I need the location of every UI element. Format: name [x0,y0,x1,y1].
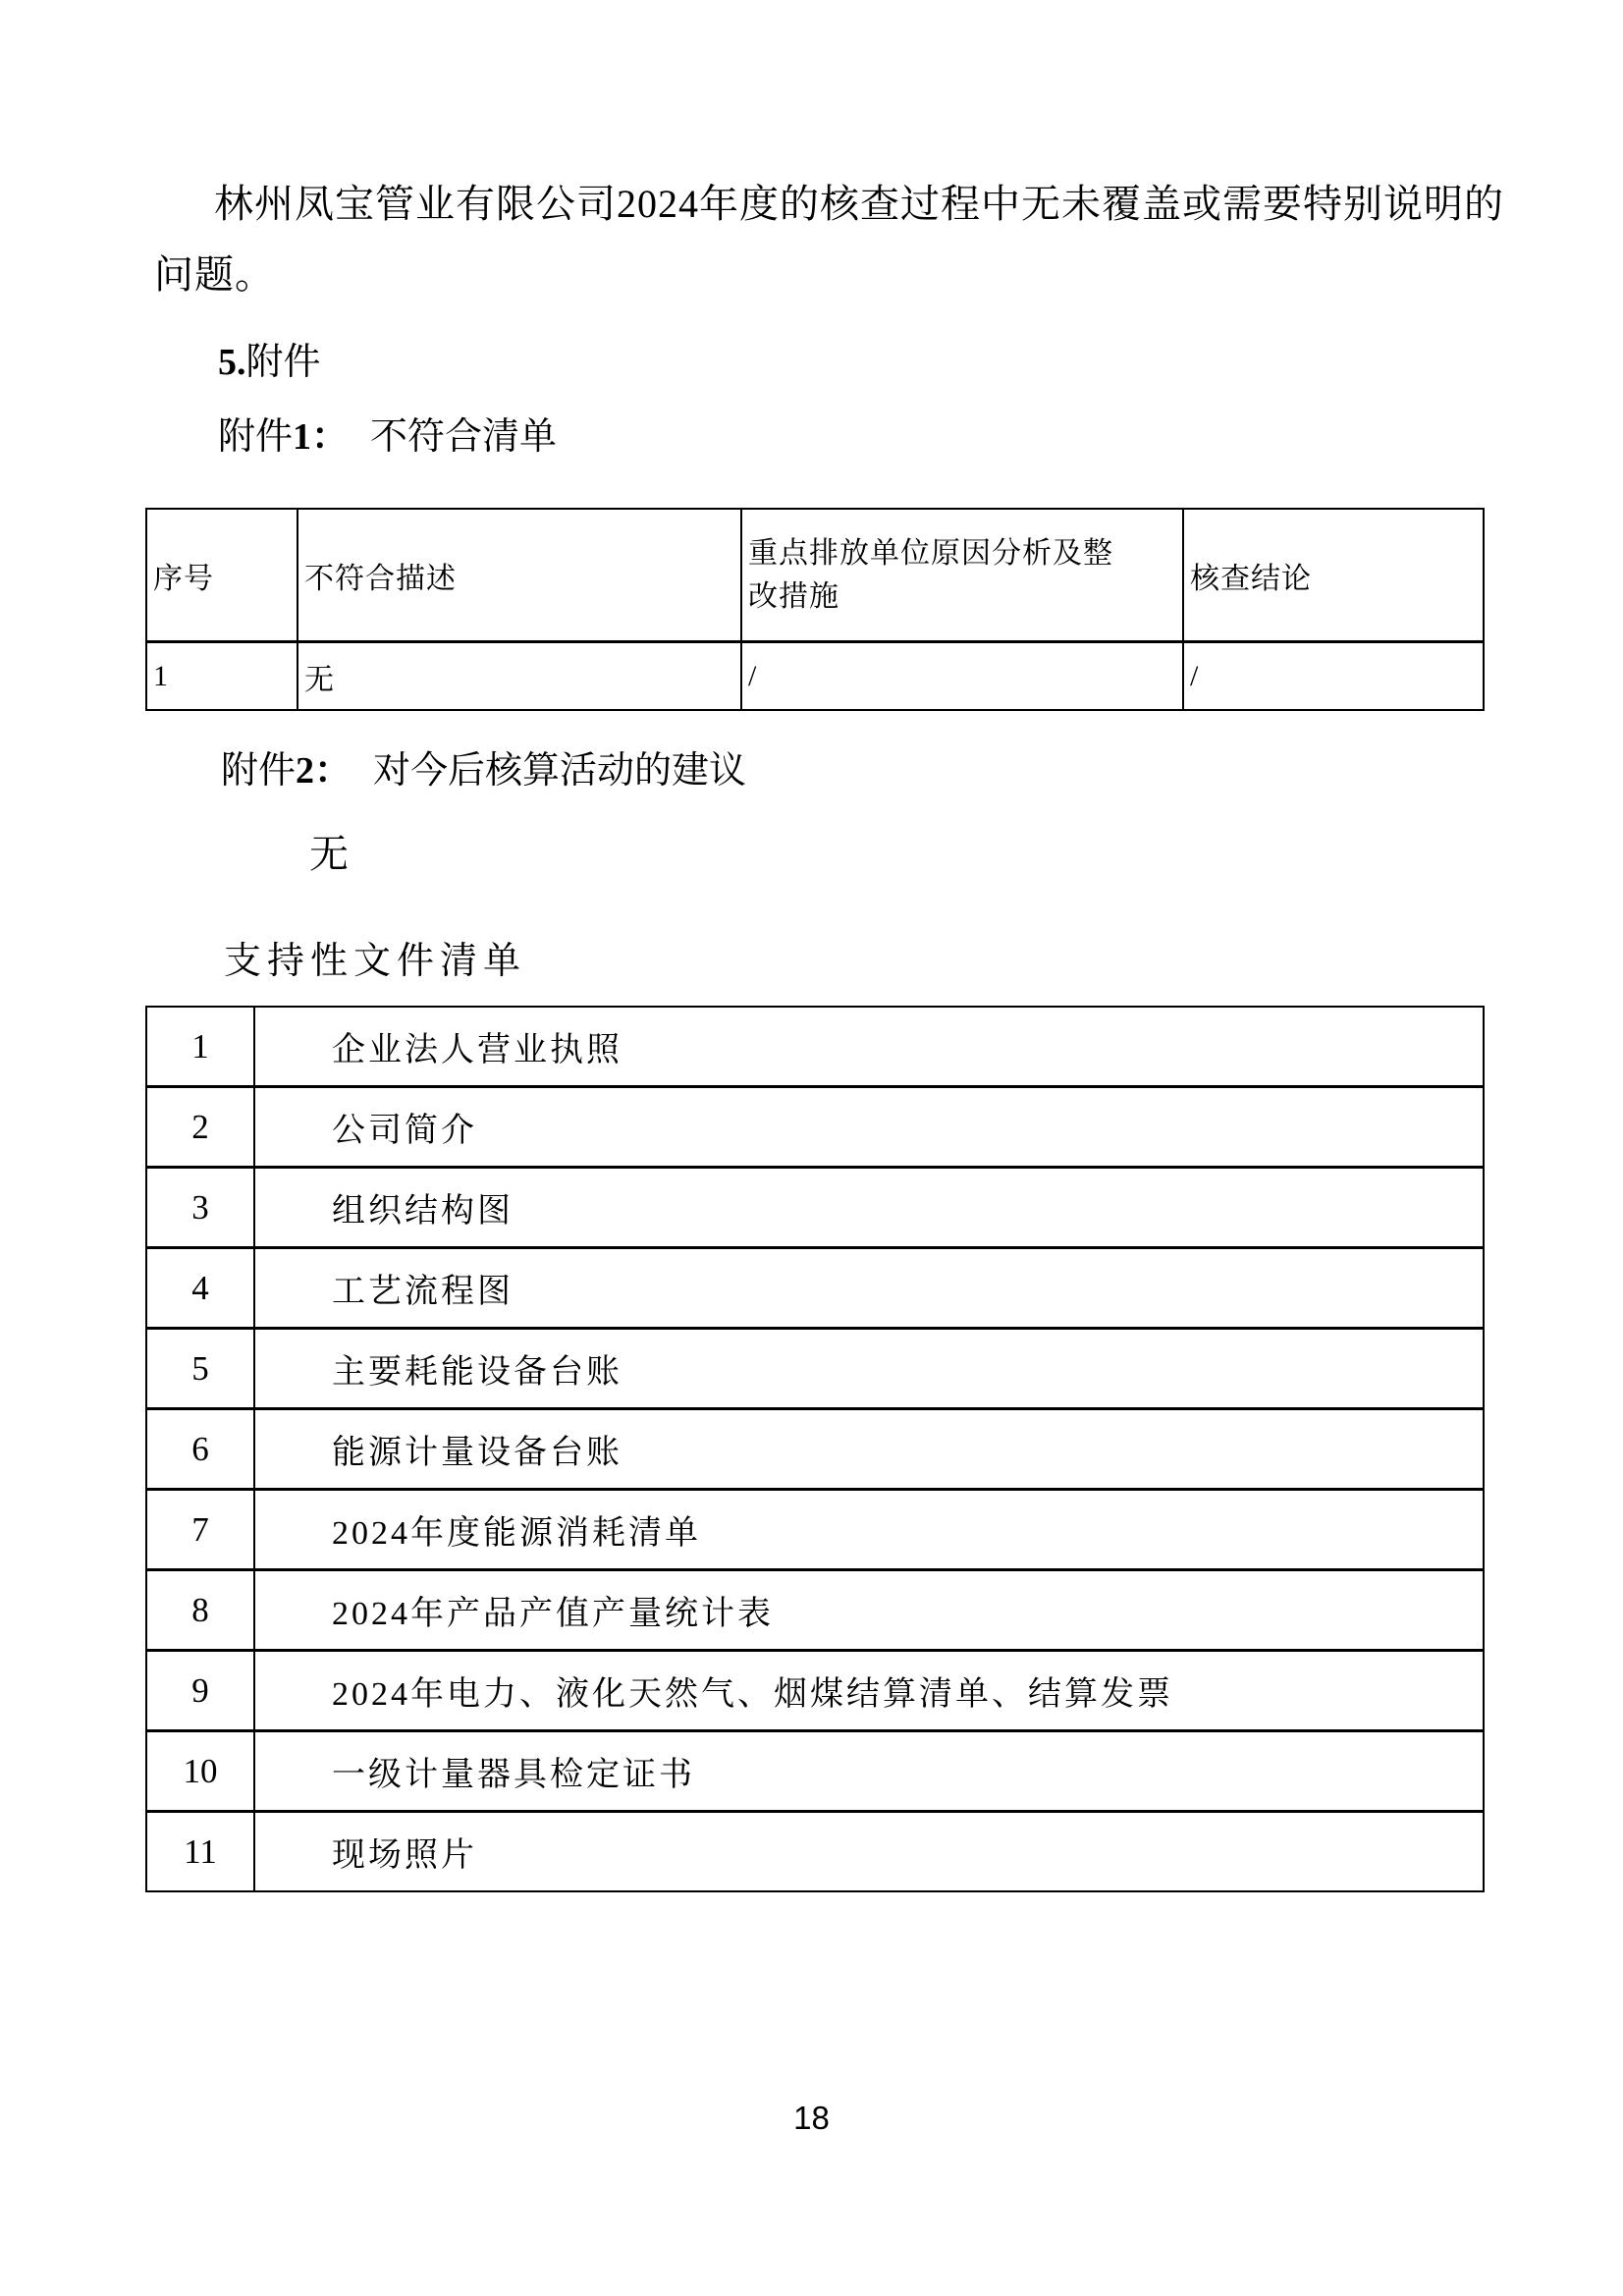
header-cell-analysis: 重点排放单位原因分析及整改措施 [741,509,1183,642]
support-row-name: 企业法人营业执照 [254,1007,1484,1087]
header-cell-description: 不符合描述 [298,509,741,642]
cell-description: 无 [298,642,741,711]
support-row-name: 一级计量器具检定证书 [254,1731,1484,1812]
section-5-label: 附件 [245,342,321,383]
support-row-no: 4 [146,1248,254,1329]
section-5-number: 5. [218,342,246,383]
attachment-2-number: 2： [296,750,352,792]
support-row-name: 组织结构图 [254,1168,1484,1248]
attachment-2-content: 无 [309,832,351,876]
header-cell-conclusion: 核查结论 [1183,509,1484,642]
support-row-no: 8 [146,1570,254,1651]
paragraph-line-1: 林州凤宝管业有限公司2024年度的核查过程中无未覆盖或需要特别说明的 [214,182,1504,226]
paragraph-line-2: 问题。 [154,252,275,297]
cell-conclusion: / [1183,642,1484,711]
support-row-no: 1 [146,1007,254,1087]
header-cell-no: 序号 [146,509,298,642]
support-row-no: 2 [146,1087,254,1168]
support-row [146,1490,1484,1570]
support-row-no: 11 [146,1812,254,1892]
nonconformity-row [146,642,1484,711]
support-row-no: 3 [146,1168,254,1248]
support-row-name: 2024年电力、液化天然气、烟煤结算清单、结算发票 [254,1651,1484,1731]
page-number: 18 [793,2100,830,2136]
support-row-name: 工艺流程图 [254,1248,1484,1329]
attachment-1-title: 不符合清单 [370,416,558,458]
support-row-name: 2024年度能源消耗清单 [254,1490,1484,1570]
support-row-no: 9 [146,1651,254,1731]
attachment-2-title: 对今后核算活动的建议 [373,750,747,792]
support-row [146,1812,1484,1892]
support-row-name: 公司简介 [254,1087,1484,1168]
support-row-name: 2024年产品产值产量统计表 [254,1570,1484,1651]
support-row-no: 10 [146,1731,254,1812]
attachment-1-heading [218,414,557,460]
support-row [146,1168,1484,1248]
support-row-no: 7 [146,1490,254,1570]
support-row [146,1007,1484,1087]
support-row [146,1409,1484,1490]
support-row [146,1087,1484,1168]
support-row [146,1731,1484,1812]
support-row [146,1248,1484,1329]
support-row [146,1329,1484,1409]
cell-no: 1 [146,642,298,711]
cell-analysis: / [741,642,1183,711]
nonconformity-table [145,508,1485,711]
attachment-2-heading [221,748,746,793]
attachment-1-number: 1： [293,416,350,458]
support-row-name: 能源计量设备台账 [254,1409,1484,1490]
attachment-2-prefix: 附件 [221,750,297,792]
support-row-no: 6 [146,1409,254,1490]
support-list-title: 支持性文件清单 [224,941,527,982]
support-row [146,1651,1484,1731]
support-row [146,1570,1484,1651]
section-5-heading [218,340,321,385]
support-documents-table [145,1006,1485,1892]
support-row-no: 5 [146,1329,254,1409]
nonconformity-header-row [146,509,1484,642]
support-row-name: 现场照片 [254,1812,1484,1892]
support-row-name: 主要耗能设备台账 [254,1329,1484,1409]
attachment-1-prefix: 附件 [218,416,294,458]
